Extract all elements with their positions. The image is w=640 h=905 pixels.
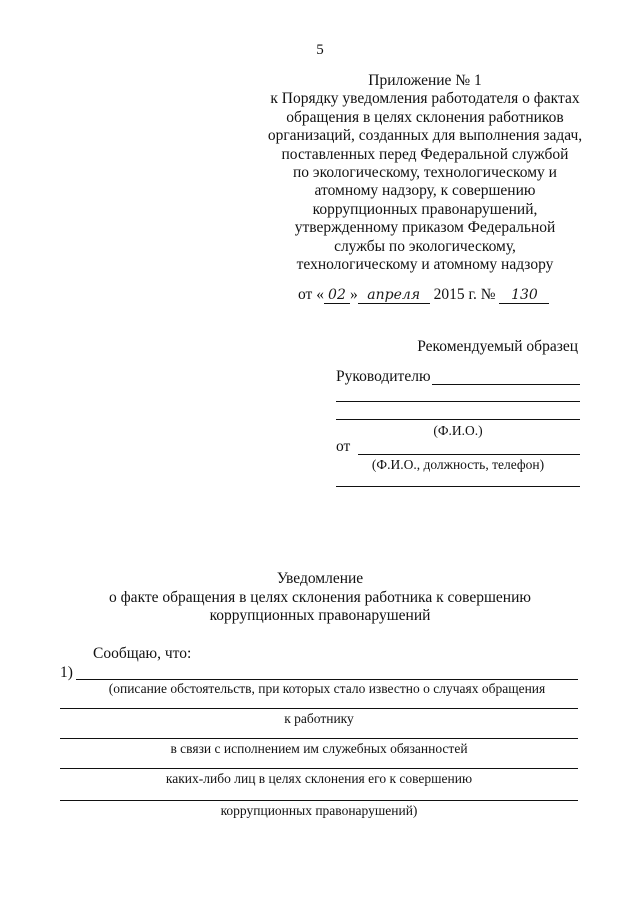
- annex-line: поставленных перед Федеральной службой: [281, 145, 569, 163]
- notice-subtitle: о факте обращения в целях склонения работника к совершению: [109, 588, 531, 606]
- field-caption: каких-либо лиц в целях склонения его к совершению: [165, 771, 473, 786]
- blank-line: [76, 679, 578, 680]
- order-day: 02: [324, 287, 350, 304]
- page-number: 5: [316, 42, 324, 58]
- field-caption: в связи с исполнением им служебных обязанностей: [170, 741, 468, 756]
- annex-line: службы по экологическому,: [334, 237, 516, 255]
- notice-header: [0, 570, 640, 626]
- order-prefix: от «: [298, 286, 324, 303]
- order-reference: [298, 286, 549, 304]
- blank-line: [60, 800, 578, 801]
- intro-text: Сообщаю, что:: [93, 645, 192, 662]
- notice-title: Уведомление: [276, 570, 364, 587]
- field-caption: к работнику: [284, 711, 354, 726]
- to-line: [432, 384, 580, 385]
- annex-line: атомному надзору, к совершению: [314, 182, 536, 200]
- notice-subtitle: коррупционных правонарушений: [209, 607, 431, 625]
- blank-line: [60, 708, 578, 709]
- fio-line: [336, 419, 580, 420]
- annex-line: утвержденному приказом Федеральной: [294, 219, 556, 237]
- order-year: 2015 г. №: [433, 286, 496, 303]
- to-line: [336, 401, 580, 402]
- annex-line: организаций, созданных для выполнения задач,: [267, 127, 583, 145]
- recommended-sample: Рекомендуемый образец: [417, 338, 578, 355]
- field-caption: коррупционных правонарушений): [220, 803, 418, 818]
- field-caption: (описание обстоятельств, при которых стало известно о случаях обращения: [108, 681, 546, 696]
- blank-line: [60, 768, 578, 769]
- to-label: Руководителю: [336, 368, 431, 385]
- from-line: [358, 454, 580, 455]
- annex-header: [255, 72, 595, 274]
- annex-line: к Порядку уведомления работодателя о фактах: [270, 90, 580, 108]
- order-month: апреля: [358, 287, 430, 304]
- order-quote-close: »: [349, 286, 358, 303]
- annex-title: Приложение № 1: [368, 72, 482, 89]
- from-caption: (Ф.И.О., должность, телефон): [371, 457, 545, 472]
- annex-line: обращения в целях склонения работников: [286, 108, 564, 126]
- order-number: 130: [499, 287, 549, 304]
- annex-line: технологическому и атомному надзору: [296, 256, 554, 274]
- annex-text: [255, 90, 595, 274]
- from-extra-line: [336, 486, 580, 487]
- annex-line: коррупционных правонарушений,: [312, 200, 538, 218]
- from-label: от: [336, 438, 351, 455]
- item-number: 1): [60, 664, 73, 681]
- blank-line: [60, 738, 578, 739]
- annex-line: по экологическому, технологическому и: [293, 164, 557, 182]
- fio-caption: (Ф.И.О.): [433, 423, 483, 438]
